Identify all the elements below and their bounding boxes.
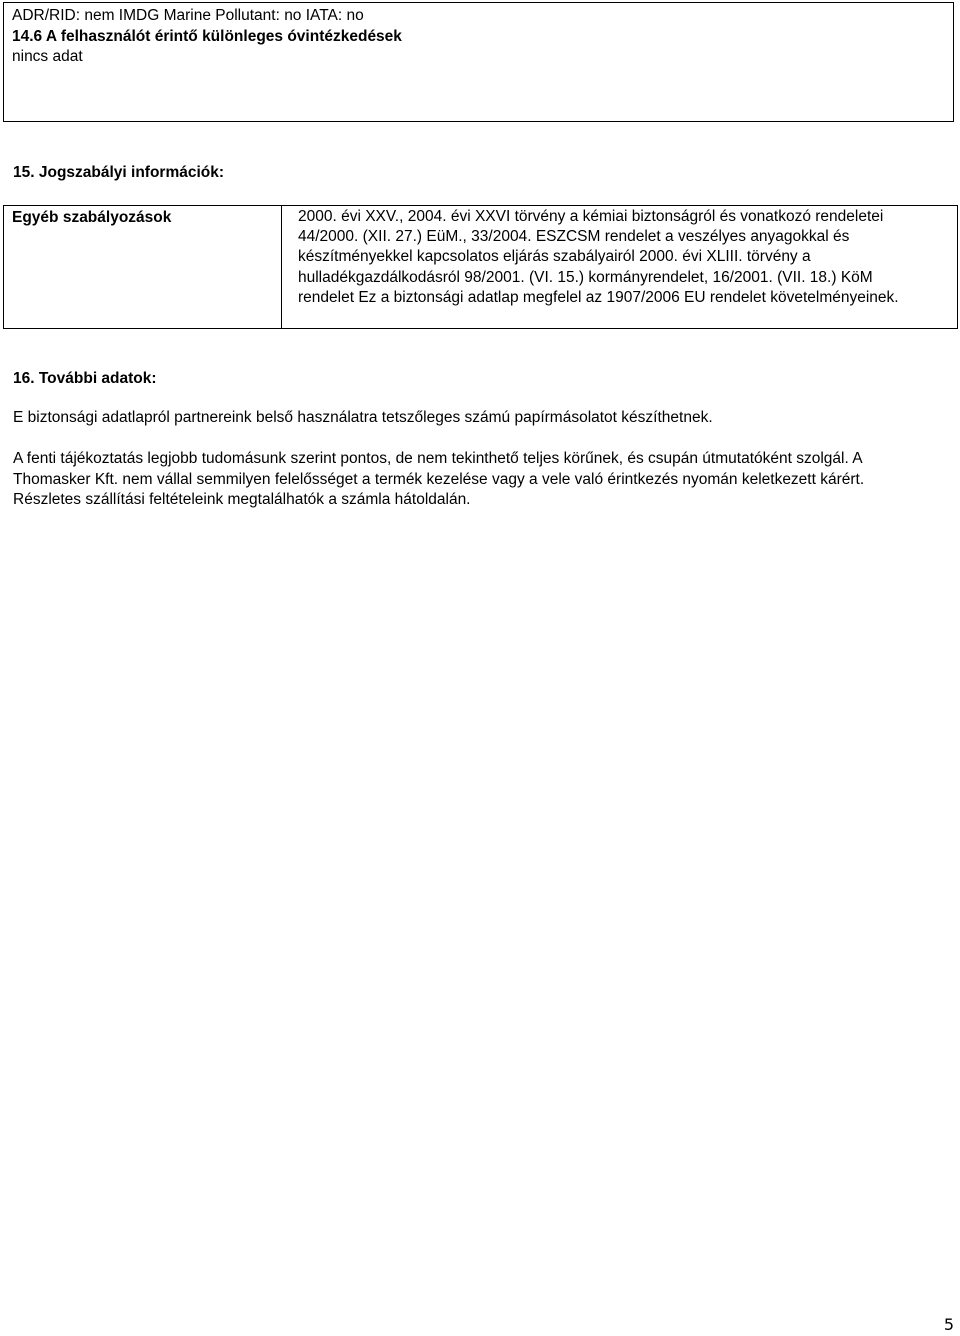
table-row: [4, 206, 958, 329]
disclaimer-paragraph: A fenti tájékoztatás legjobb tudomásunk szerint pontos, de nem tekinthető teljes körűnek, és csupán útmutatóként szolgál. A Thomasker Kft. nem vállal semmilyen felelősséget a termék kezelése vagy a vele való érintkezés nyomán keletkezett kárért. Részletes szállítási feltételeink megtalálhatók a számla hátoldalán.: [13, 450, 865, 508]
regulations-table: [3, 205, 958, 329]
page-number: 5: [943, 1315, 954, 1334]
transport-classification-line: ADR/RID: nem IMDG Marine Pollutant: no IATA: no: [12, 7, 364, 24]
copy-permission-paragraph: E biztonsági adatlapról partnereink belső használatra tetszőleges számú papírmásolatot készíthetnek.: [13, 409, 713, 426]
section-15-title: 15. Jogszabályi információk:: [13, 164, 225, 181]
transport-info-box: [3, 2, 954, 122]
other-regulations-value: 2000. évi XXV., 2004. évi XXVI törvény a kémiai biztonságról és vonatkozó rendeletei 44/2000. (XII. 27.) EüM., 33/2004. ESZCSM rendelet a veszélyes anyagokkal és készítményekkel kapcsolatos eljárás szabályairól 2000. évi XLIII. törvény a hulladékgazdálkodásról 98/2001. (VI. 15.) kormányrendelet, 16/2001. (VII. 18.) KöM rendelet Ez a biztonsági adatlap megfelel az 1907/2006 EU rendelet követelményeinek.: [282, 206, 958, 329]
special-precautions-heading: 14.6 A felhasználót érintő különleges óvintézkedések: [12, 27, 402, 45]
special-precautions-value: nincs adat: [12, 48, 83, 65]
section-16-title: 16. További adatok:: [13, 370, 157, 387]
other-regulations-label: Egyéb szabályozások: [4, 206, 282, 329]
